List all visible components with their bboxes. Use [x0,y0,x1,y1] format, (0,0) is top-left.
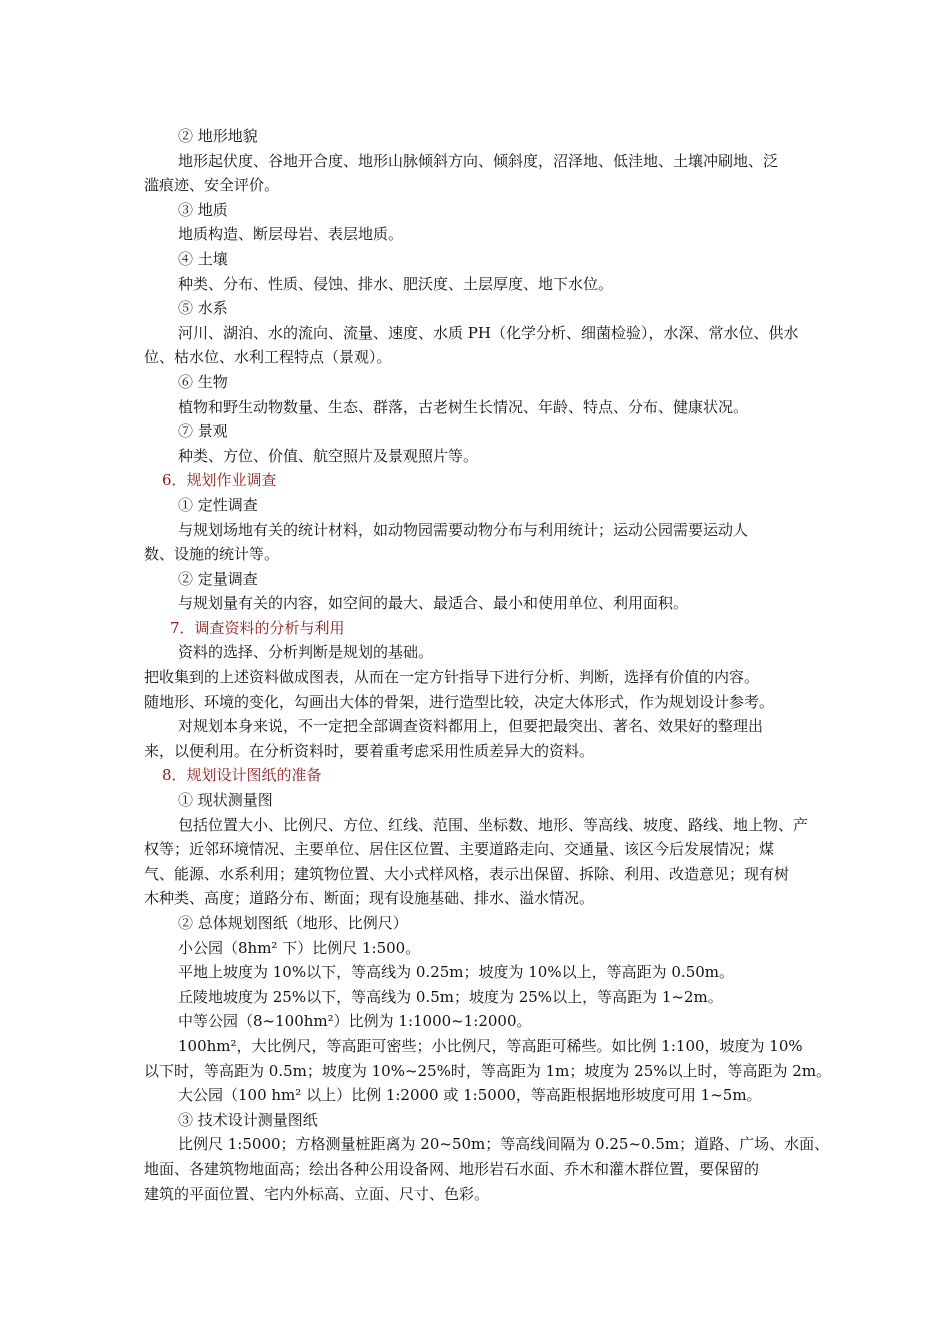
paragraph-line: 建筑的平面位置、宅内外标高、立面、尺寸、色彩。 [144,1184,490,1203]
paragraph-line: 地形起伏度、谷地开合度、地形山脉倾斜方向、倾斜度，沼泽地、低洼地、土壤冲刷地、泛 [178,151,779,170]
paragraph-line: 以下时，等高距为 0.5m；坡度为 10%~25%时，等高距为 1m；坡度为 25%以上时，等高距为 2m。 [144,1061,832,1080]
paragraph-line: 木种类、高度；道路分布、断面；现有设施基础、排水、溢水情况。 [144,889,595,908]
subheading-quantitative-survey: ② 定量调查 [178,569,258,588]
paragraph-line: 气、能源、水系利用；建筑物位置、大小式样风格，表示出保留、拆除、利用、改造意见；现有树 [144,864,790,883]
paragraph-line: 小公园（8hm² 下）比例尺 1:500。 [178,938,421,957]
paragraph-line: 种类、分布、性质、侵蚀、排水、肥沃度、土层厚度、地下水位。 [178,274,614,293]
document-page [144,124,832,1206]
paragraph-line: 对规划本身来说，不一定把全部调查资料都用上，但要把最突出、著名、效果好的整理出 [178,717,764,736]
paragraph-line: 地面、各建筑物地面高；绘出各种公用设备网、地形岩石水面、乔木和灌木群位置，要保留的 [144,1159,760,1178]
paragraph-line: 中等公园（8~100hm²）比例为 1:1000~1:2000。 [178,1012,532,1031]
subheading-survey-map: ① 现状测量图 [178,791,273,810]
subheading-technical-survey-drawings: ③ 技术设计测量图纸 [178,1110,318,1129]
paragraph-line: 比例尺 1:5000；方格测量桩距离为 20~50m；等高线间隔为 0.25~0.5m；道路、广场、水面、 [178,1135,830,1154]
paragraph-line: 位、枯水位、水利工程特点（景观）。 [144,348,392,367]
paragraph-line: 平地上坡度为 10%以下，等高线为 0.25m；坡度为 10%以上，等高距为 0.50m。 [178,963,734,982]
paragraph-line: 河川、湖泊、水的流向、流量、速度、水质 PH（化学分析、细菌检验），水深、常水位、供水 [178,323,799,342]
paragraph-line: 包括位置大小、比例尺、方位、红线、范围、坐标数、地形、等高线、坡度、路线、地上物、产 [178,815,809,834]
paragraph-line: 种类、方位、价值、航空照片及景观照片等。 [178,446,479,465]
section-heading-7: 7．调查资料的分析与利用 [170,618,345,637]
subheading-qualitative-survey: ① 定性调查 [178,495,258,514]
section-heading-6: 6．规划作业调查 [162,471,277,490]
paragraph-line: 权等；近邻环境情况、主要单位、居住区位置、主要道路走向、交通量、该区今后发展情况；煤 [144,840,775,859]
paragraph-line: 与规划场地有关的统计材料，如动物园需要动物分布与利用统计；运动公园需要运动人 [178,520,749,539]
paragraph-line: 100hm²，大比例尺，等高距可密些；小比例尺，等高距可稀些。如比例 1:100，坡度为 10% [178,1036,803,1055]
paragraph-line: 来，以便利用。在分析资料时，要着重考虑采用性质差异大的资料。 [144,741,595,760]
subheading-landscape: ⑦ 景观 [178,422,228,441]
subheading-master-plan-drawings: ② 总体规划图纸（地形、比例尺） [178,914,408,932]
paragraph-line: 数、设施的统计等。 [144,545,280,564]
paragraph-line: 丘陵地坡度为 25%以下，等高线为 0.5m；坡度为 25%以上，等高距为 1~2m。 [178,987,723,1006]
subheading-water-system: ⑤ 水系 [178,299,228,318]
subheading-terrain: ② 地形地貌 [178,127,258,145]
subheading-biology: ⑥ 生物 [178,372,228,391]
paragraph-line: 地质构造、断层母岩、表层地质。 [178,225,404,244]
paragraph-line: 与规划量有关的内容，如空间的最大、最适合、最小和使用单位、利用面积。 [178,594,689,613]
subheading-geology: ③ 地质 [178,200,228,219]
paragraph-line: 植物和野生动物数量、生态、群落，古老树生长情况、年龄、特点、分布、健康状况。 [178,397,749,416]
paragraph-line: 资料的选择、分析判断是规划的基础。 [178,643,434,662]
section-heading-8: 8．规划设计图纸的准备 [162,766,322,785]
paragraph-line: 把收集到的上述资料做成图表，从而在一定方针指导下进行分析、判断，选择有价值的内容。 [144,668,760,687]
paragraph-line: 滥痕迹、安全评价。 [144,176,280,195]
paragraph-line: 随地形、环境的变化，勾画出大体的骨架，进行造型比较，决定大体形式，作为规划设计参考。 [144,692,775,711]
subheading-soil: ④ 土壤 [178,249,228,268]
paragraph-line: 大公园（100 hm² 以上）比例 1:2000 或 1:5000，等高距根据地形坡度可用 1~5m。 [178,1086,762,1105]
